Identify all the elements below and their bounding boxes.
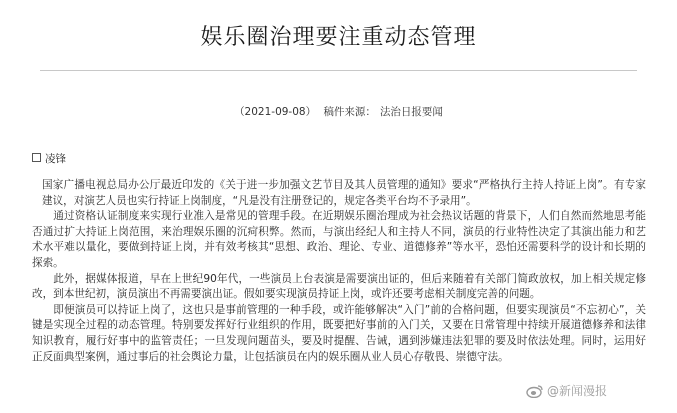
article-date: （2021-09-08） — [234, 106, 317, 118]
source-label: 稿件来源： — [323, 106, 376, 118]
article-source: 法治日报要闻 — [379, 106, 443, 118]
article-meta — [0, 104, 677, 119]
article-body — [32, 178, 646, 365]
watermark-text: @新闻漫报 — [547, 384, 608, 398]
article-paragraph: 此外，据媒体报道，早在上世纪90年代，一些演员上台表演是需要演出证的，但后来随着有关部门简政放权，加上相关规定修改，到本世纪初，演员演出不再需要演出证。假如要实现演员持证上岗，或许还要考虑相关制度完善的问题。 — [32, 272, 646, 301]
title-divider — [40, 70, 637, 71]
author-name: 凌锋 — [45, 153, 66, 165]
article-title: 娱乐圈治理要注重动态管理 — [200, 25, 477, 50]
weibo-icon — [526, 384, 544, 398]
article-paragraph: 国家广播电视总局办公厅最近印发的《关于进一步加强文艺节目及其人员管理的通知》要求“严格执行主持人持证上岗”。有专家建议，对演艺人员也实行持证上岗制度，“凡是没有注册登记的，规定各类平台均不予录用”。 — [42, 179, 646, 207]
article-paragraph: 即便演员可以持证上岗了，这也只是事前管理的一种手段，或许能够解决“入门”前的合格问题，但要实现演员“不忘初心”，关键是实现全过程的动态管理。特别要发挥好行业组织的作用，既要把好事前的入门关，又要在日常管理中持续开展道德修养和法律知识教育，履行好事中的监管责任；一旦发现问题苗头，要及时提醒、告诫，遇到涉嫌违法犯罪的要及时依法处理。同时，运用好正反面典型案例，通过事后的社会舆论力量，让包括演员在内的娱乐圈从业人员心存敬畏、崇德守法。 — [32, 303, 646, 363]
article-paragraph: 通过资格认证制度来实现行业准入是常见的管理手段。在近期娱乐圈治理成为社会热议话题的背景下，人们自然而然地思考能否通过扩大持证上岗范围，来治理娱乐圈的沉疴积弊。然而，与演出经纪人和主持人不同，演员的行业特性决定了其演出能力和艺术水平难以量化，要做到持证上岗，并有效考核其“思想、政治、理论、专业、道德修养”等水平，恐怕还需要科学的设计和长期的探索。 — [32, 210, 646, 269]
author-checkbox-icon — [32, 153, 41, 162]
article-author — [32, 151, 66, 166]
watermark — [526, 382, 607, 399]
